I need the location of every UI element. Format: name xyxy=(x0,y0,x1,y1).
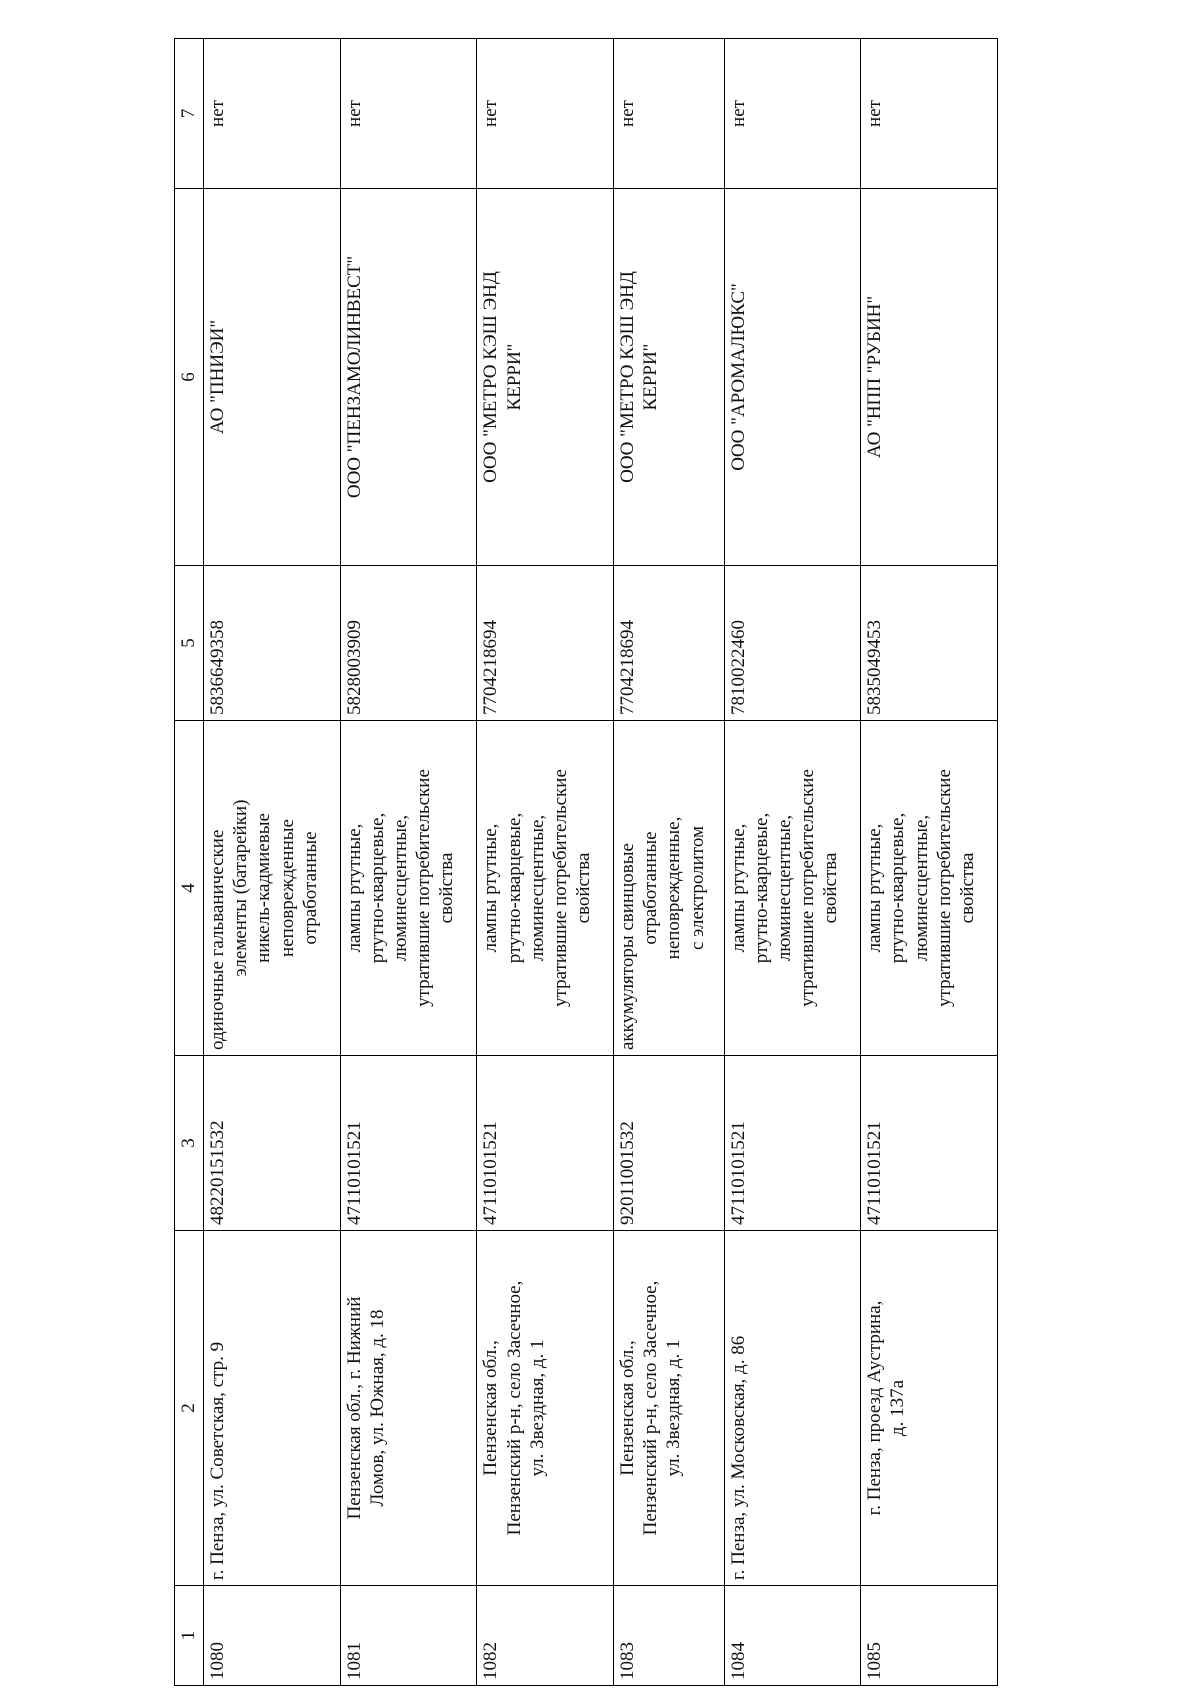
flag-cell: нет xyxy=(477,39,614,189)
address-line: ул. Звездная, д. 1 xyxy=(663,1339,685,1477)
waste-line: аккумуляторы свинцовые xyxy=(617,843,639,1050)
waste-line: люминесцентные, xyxy=(390,814,412,962)
table-row xyxy=(724,39,861,1686)
waste-line: утратившие потребительские xyxy=(797,769,819,1007)
inn-cell: 5836649358 xyxy=(204,566,341,721)
waste-line: отработанные xyxy=(640,831,662,945)
inn-cell: 5835049453 xyxy=(861,566,998,721)
address-line: Пензенский р-н, село Засечное, xyxy=(503,1280,525,1536)
waste-line: свойства xyxy=(820,852,842,924)
waste-line: ртутно-кварцевые, xyxy=(750,812,772,964)
address-line: Пензенская обл., xyxy=(617,1340,639,1476)
address-line: Пензенская обл., xyxy=(480,1340,502,1476)
waste-line: люминесцентные, xyxy=(526,814,548,962)
address-cell xyxy=(340,1231,477,1586)
flag-cell: нет xyxy=(340,39,477,189)
organization-line: ООО "МЕТРО КЭШ ЭНД xyxy=(480,271,502,483)
table-row xyxy=(477,39,614,1686)
organization-cell: АО "ПНИЭИ" xyxy=(204,189,341,566)
waste-line: утратившие потребительские xyxy=(933,769,955,1007)
waste-line: свойства xyxy=(573,852,595,924)
organization-cell: ООО "ПЕНЗАМОЛИНВЕСТ" xyxy=(340,189,477,566)
waste-line: никель-кадмиевые xyxy=(253,813,275,963)
rotated-page xyxy=(174,39,998,1686)
flag-cell: нет xyxy=(614,39,724,189)
address-line: г. Пенза, проезд Аустрина, xyxy=(864,1300,886,1516)
waste-name-cell xyxy=(614,721,724,1056)
waste-code-cell: 47110101521 xyxy=(340,1056,477,1231)
waste-name-cell xyxy=(724,721,861,1056)
waste-line: утратившие потребительские xyxy=(413,769,435,1007)
waste-code-cell: 47110101521 xyxy=(724,1056,861,1231)
waste-line: неповрежденные xyxy=(276,819,298,957)
col-header-7: 7 xyxy=(175,39,204,189)
row-number: 1081 xyxy=(340,1586,477,1686)
waste-line: лампы ртутные, xyxy=(343,823,365,953)
row-number: 1084 xyxy=(724,1586,861,1686)
inn-cell: 7810022460 xyxy=(724,566,861,721)
flag-cell: нет xyxy=(861,39,998,189)
col-header-5: 5 xyxy=(175,566,204,721)
col-header-4: 4 xyxy=(175,721,204,1056)
organization-cell xyxy=(614,189,724,566)
table-row xyxy=(340,39,477,1686)
waste-name-cell xyxy=(204,721,341,1056)
table-row xyxy=(614,39,724,1686)
waste-name-cell xyxy=(340,721,477,1056)
row-number: 1083 xyxy=(614,1586,724,1686)
address-line: ул. Звездная, д. 1 xyxy=(526,1339,548,1477)
waste-line: одиночные гальванические xyxy=(207,829,228,1050)
organization-cell: ООО "АРОМАЛЮКС" xyxy=(724,189,861,566)
waste-name-cell xyxy=(477,721,614,1056)
organization-line: КЕРРИ" xyxy=(640,343,662,411)
waste-line: ртутно-кварцевые, xyxy=(887,812,909,964)
address-cell xyxy=(477,1231,614,1586)
waste-line: люминесцентные, xyxy=(773,814,795,962)
table-row xyxy=(204,39,341,1686)
waste-code-cell: 47110101521 xyxy=(861,1056,998,1231)
address-cell: г. Пенза, ул. Московская, д. 86 xyxy=(724,1231,861,1586)
waste-code-cell: 92011001532 xyxy=(614,1056,724,1231)
waste-line: неповрежденные, xyxy=(663,816,685,960)
waste-line: лампы ртутные, xyxy=(480,823,502,953)
waste-line: утратившие потребительские xyxy=(549,769,571,1007)
waste-name-cell xyxy=(861,721,998,1056)
row-number: 1085 xyxy=(861,1586,998,1686)
inn-cell: 7704218694 xyxy=(614,566,724,721)
address-cell xyxy=(861,1231,998,1586)
waste-code-cell: 47110101521 xyxy=(477,1056,614,1231)
header-row xyxy=(175,39,204,1686)
waste-code-cell: 48220151532 xyxy=(204,1056,341,1231)
waste-line: с электролитом xyxy=(686,825,708,951)
organization-cell: АО "НПП "РУБИН" xyxy=(861,189,998,566)
flag-cell: нет xyxy=(204,39,341,189)
col-header-1: 1 xyxy=(175,1586,204,1686)
address-line: Ломов, ул. Южная, д. 18 xyxy=(366,1309,388,1507)
waste-line: лампы ртутные, xyxy=(864,823,886,953)
waste-line: люминесцентные, xyxy=(910,814,932,962)
inn-cell: 5828003909 xyxy=(340,566,477,721)
row-number: 1080 xyxy=(204,1586,341,1686)
waste-line: отработанные xyxy=(299,831,321,945)
col-header-6: 6 xyxy=(175,189,204,566)
waste-line: ртутно-кварцевые, xyxy=(503,812,525,964)
flag-cell: нет xyxy=(724,39,861,189)
waste-line: ртутно-кварцевые, xyxy=(366,812,388,964)
waste-registry-table xyxy=(174,38,998,1686)
col-header-3: 3 xyxy=(175,1056,204,1231)
address-cell: г. Пенза, ул. Советская, стр. 9 xyxy=(204,1231,341,1586)
col-header-2: 2 xyxy=(175,1231,204,1586)
table-row xyxy=(861,39,998,1686)
waste-line: элементы (батарейки) xyxy=(230,799,252,977)
waste-line: лампы ртутные, xyxy=(727,823,749,953)
organization-cell xyxy=(477,189,614,566)
organization-line: ООО "МЕТРО КЭШ ЭНД xyxy=(617,271,639,483)
waste-line: свойства xyxy=(436,852,458,924)
row-number: 1082 xyxy=(477,1586,614,1686)
waste-line: свойства xyxy=(956,852,978,924)
address-line: Пензенский р-н, село Засечное, xyxy=(640,1280,662,1536)
address-line: д. 137а xyxy=(887,1379,909,1437)
inn-cell: 7704218694 xyxy=(477,566,614,721)
address-cell xyxy=(614,1231,724,1586)
organization-line: КЕРРИ" xyxy=(503,343,525,411)
address-line: Пензенская обл., г. Нижний xyxy=(343,1296,365,1520)
